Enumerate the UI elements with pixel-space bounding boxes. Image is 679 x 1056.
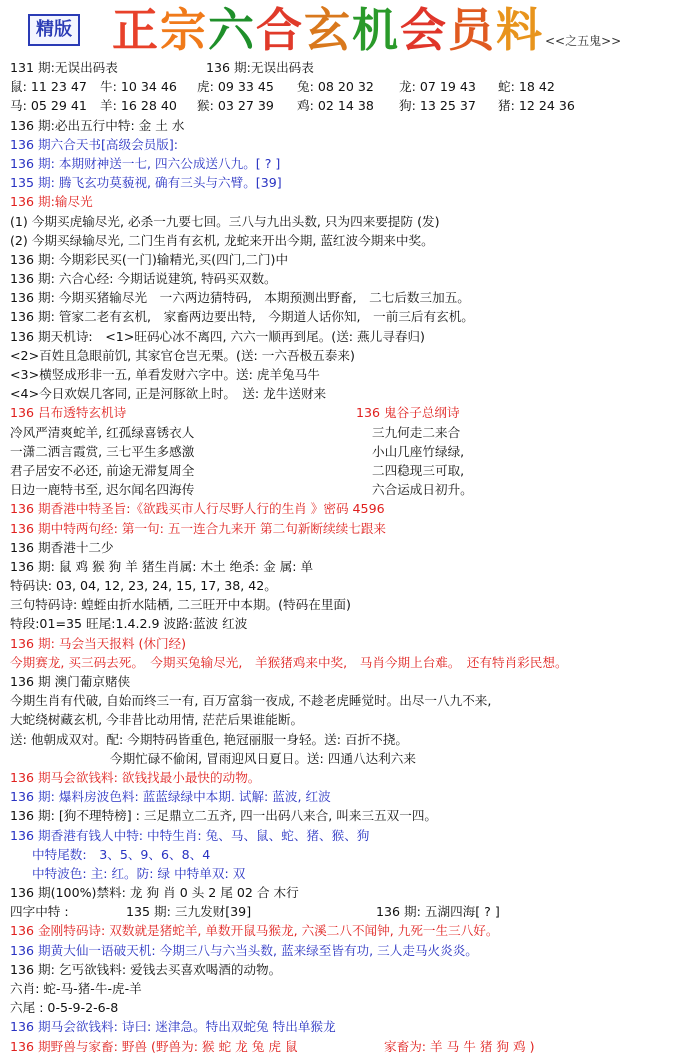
four-char-label: 四字中特 :: [10, 904, 69, 920]
poem-row: [10, 442, 674, 461]
wild-animals: 136 期野兽与家畜: 野兽 (野兽为: 猴 蛇 龙 兔 虎 鼠: [10, 1038, 298, 1054]
line-item: 今期赛龙, 买三码去死。 今期买兔输尽光, 羊猴猪鸡来中奖, 马肖今期上台难。 还有特肖彩民想。: [10, 654, 568, 670]
line-item: <4>今日欢娱几客同, 正是河豚欲上时。 送: 龙牛送财来: [10, 386, 327, 402]
line-item: 136 期香港有钱人中特: 中特生肖: 兔、马、鼠、蛇、猪、猴、狗: [10, 827, 370, 843]
line-item: 送: 他朝成双对。配: 今期特码皆重色, 艳冠丽服一身轻。送: 百折不挠。: [10, 731, 408, 747]
poem-title-right: 136 鬼谷子总纲诗: [356, 405, 460, 421]
four-char-current: 136 期: 五湖四海[ ? ]: [376, 904, 500, 920]
content-list: [10, 58, 674, 1056]
zodiac-cell: 猪: 12 24 36: [498, 98, 575, 114]
zodiac-cell: 羊: 16 28 40: [100, 98, 177, 114]
zodiac-cell: 狗: 13 25 37: [399, 98, 476, 114]
poem-line: 二四稳现三可取,: [372, 462, 465, 478]
poem-line: 小山几座竹绿绿,: [372, 443, 465, 459]
line-item: 今期生肖有代破, 自始而终三一有, 百万富翁一夜成, 不趁老虎睡觉时。出尽一八九不来,: [10, 693, 492, 709]
section-heading: [10, 403, 674, 422]
line-item: 特段:01=35 旺尾:1.4.2.9 波路:蓝波 红波: [10, 616, 248, 632]
poem-line: 六合运成日初升。: [372, 482, 473, 498]
line-item: 136 期: 管家二老有玄机, 家畜两边要出特, 今期道人话你知, 一前三后有玄机。: [10, 309, 474, 325]
line-item: 136 期: 六合心经: 今期话说建筑, 特码买双数。: [10, 271, 277, 287]
line-item: 136 期中特两句经: 第一句: 五一连合九来开 第二句新断续续七跟来: [10, 520, 386, 536]
page-header: [0, 0, 679, 58]
poem-line: 三九何走二来合: [372, 424, 461, 440]
line-item: 特码诀: 03, 04, 12, 23, 24, 15, 17, 38, 42。: [10, 578, 277, 594]
four-char-prev: 135 期: 三九发财[39]: [126, 904, 252, 920]
section-heading: 136 期: 马会当天报料 (休门经): [10, 635, 187, 651]
title-char: 合: [256, 3, 304, 57]
line-item: 136 金刚特码诗: 双数就是猪蛇羊, 单数开鼠马猴龙, 六溪二八不闻钟, 九死一生三八好。: [10, 923, 499, 939]
line-item: 六肖: 蛇-马-猪-牛-虎-羊: [10, 981, 142, 996]
poem-line: 君子居安不必还, 前途无滞复周全: [10, 462, 195, 478]
line-item: 136 期黄大仙一语破天机: 今期三八与六当头数, 蓝来绿至皆有功, 三人走马火炎炎。: [10, 942, 478, 958]
title-char: 六: [208, 3, 256, 57]
line-item: 136 期马会欲钱料: 诗曰: 迷津急。特出双蛇兔 特出单猴龙: [10, 1019, 336, 1035]
zodiac-cell: 猴: 03 27 39: [197, 98, 274, 114]
line-item: 136 期天机诗: <1>旺码心冰不离四, 六六一顺再到尾。(送: 燕儿寻春归): [10, 328, 425, 344]
section-heading: 136 期 澳门葡京赌侠: [10, 674, 131, 689]
line-item: 136 期: 爆料房波色料: 蓝蓝绿绿中本期. 试解: 蓝波, 红波: [10, 789, 331, 805]
zodiac-row: [10, 96, 674, 115]
zodiac-cell: 兔: 08 20 32: [297, 79, 374, 95]
line-item: 136 期: 鼠 鸡 猴 狗 羊 猪生肖属: 木土 绝杀: 金 属: 单: [10, 558, 314, 574]
sub-tag: <<之五鬼>>: [545, 34, 622, 48]
line-item: [10, 902, 674, 921]
title-char: 玄: [304, 3, 352, 57]
title-char: 料: [496, 3, 544, 57]
line-item: <3>横竖成形非一五, 单看发财六字中。送: 虎羊兔马牛: [10, 367, 320, 382]
line-item: 136 期马会欲钱料: 欲钱找最小最快的动物。: [10, 769, 261, 785]
line-item: (1) 今期买虎输尽光, 必杀一九要七回。三八与九出头数, 只为四来要提防 (发): [10, 213, 440, 229]
line-item: 中特尾数: 3、5、9、6、8、4: [32, 846, 211, 862]
line-item: 136 期:必出五行中特: 金 土 水: [10, 117, 185, 133]
zodiac-cell: 虎: 09 33 45: [197, 79, 274, 95]
poem-line: 冷风严清爽蛇羊, 红孤绿喜锈衣人: [10, 424, 195, 440]
poem-row: [10, 461, 674, 480]
line-item: 136 期(100%)禁料: 龙 狗 肖 0 头 2 尾 02 合 木行: [10, 885, 299, 901]
title-char: 正: [112, 3, 160, 57]
line-item: 136 期: [狗不理特榜] : 三足鼎立二五齐, 四一出码八来合, 叫来三五双一四。: [10, 808, 438, 824]
table-caption: 131 期:无误出码表: [10, 60, 118, 75]
line-item: 大蛇绕树藏玄机, 今非昔比动用情, 茫茫后果谁能断。: [10, 712, 304, 728]
line-item: [10, 58, 674, 77]
line-item: 六尾 : 0-5-9-2-6-8: [10, 1000, 119, 1016]
line-item: 136 期香港中特圣旨:《欲践买市人行尽野人行的生肖 》密码 4596: [10, 501, 385, 517]
edition-badge: 精版: [28, 14, 80, 46]
zodiac-cell: 蛇: 18 42: [498, 79, 555, 95]
poem-line: 日边一鹿特书至, 迟尔闻名四海传: [10, 482, 195, 498]
title-char: 机: [352, 3, 400, 57]
title-char: 宗: [160, 3, 208, 57]
poem-line: 一潇二洒言霞赏, 三七平生多感激: [10, 443, 195, 459]
line-item: 135 期: 腾飞玄功莫藐视, 确有三头与六臂。[39]: [10, 175, 282, 191]
zodiac-cell: 鸡: 02 14 38: [297, 98, 374, 114]
line-item: 三句特码诗: 蝗蛭由折水陆栖, 二三旺开中本期。(特码在里面): [10, 597, 351, 613]
section-heading: 136 期香港十二少: [10, 539, 114, 555]
line-item: 136 期: 本期财神送一七, 四六公成送八九。[ ? ]: [10, 155, 281, 171]
poem-row: [10, 423, 674, 442]
line-item: 中特波色: 主: 红。防: 绿 中特单双: 双: [32, 865, 246, 881]
line-item: 136 期: 今期彩民买(一门)输精光,买(四门,二门)中: [10, 251, 289, 267]
title-char: 员: [448, 3, 496, 57]
table-caption: 136 期:无误出码表: [206, 60, 314, 75]
line-item: <2>百姓且急眼前饥, 其家官仓岂无栗。(送: 一六吾极五泰来): [10, 347, 355, 363]
zodiac-cell: 马: 05 29 41: [10, 98, 87, 114]
domestic-animals: 家畜为: 羊 马 牛 猪 狗 鸡 ): [384, 1038, 535, 1054]
section-heading: 136 期六合天书[高级会员版]:: [10, 136, 179, 152]
poem-row: [10, 480, 674, 499]
line-item: 136 期: 乞丐欲钱料: 爱钱去买喜欢喝酒的动物。: [10, 961, 282, 977]
section-heading: 136 期:输尽光: [10, 194, 93, 210]
line-item: [10, 1037, 674, 1056]
line-item: 136 期: 今期买猪输尽光 一六两边猜特码, 本期预测出野畜, 二七后数三加五。: [10, 290, 470, 306]
zodiac-cell: 龙: 07 19 43: [399, 79, 476, 95]
zodiac-cell: 牛: 10 34 46: [100, 79, 177, 95]
poem-title-left: 136 吕布透特玄机诗: [10, 405, 127, 421]
page-title: [112, 2, 544, 58]
zodiac-cell: 鼠: 11 23 47: [10, 79, 87, 95]
zodiac-row: [10, 77, 674, 96]
title-char: 会: [400, 3, 448, 57]
line-item: (2) 今期买绿输尽光, 二门生肖有玄机, 龙蛇来开出今期, 蓝红波今期来中奖。: [10, 232, 434, 248]
line-item: 今期忙碌不偷闲, 冒雨迎风日夏日。送: 四通八达利六来: [110, 750, 416, 766]
